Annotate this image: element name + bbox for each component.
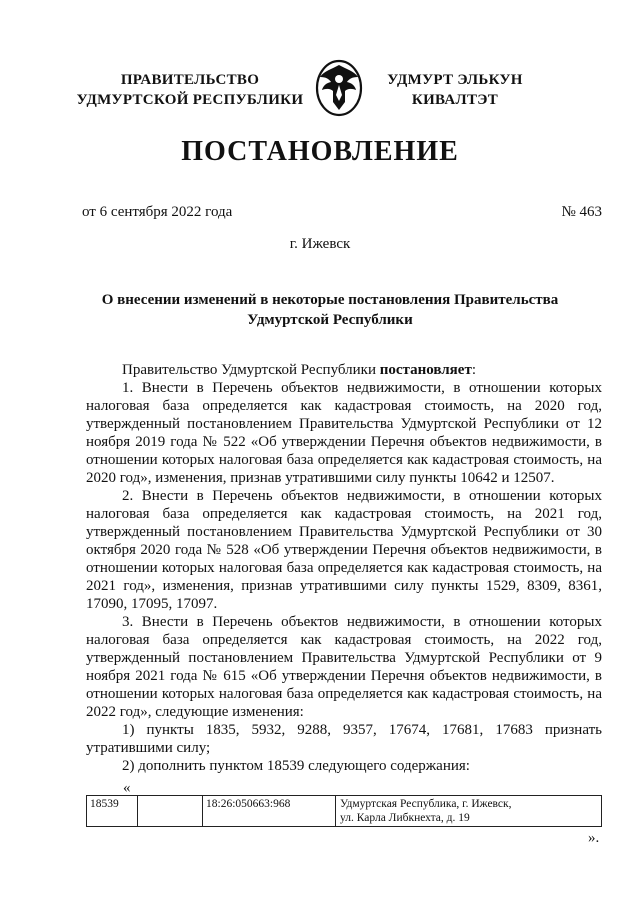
document-subject: О внесении изменений в некоторые постановления Правительства Удмуртской Республики [101,292,559,328]
header-left-line1: ПРАВИТЕЛЬСТВО [120,72,260,88]
intro-text: Правительство Удмуртской Республики [122,362,380,378]
document-title: ПОСТАНОВЛЕНИЕ [181,136,459,167]
header-right-line1: УДМУРТ ЭЛЬКУН [387,72,523,88]
header-left [75,70,305,110]
intro-tail: : [471,362,476,378]
header-left-line2: УДМУРТСКОЙ РЕСПУБЛИКИ [76,92,304,108]
address-line2: ул. Карла Либкнехта, д. 19 [340,812,470,824]
objects-table [86,795,602,827]
document-date: от 6 сентября 2022 года [82,204,233,220]
document-number: № 463 [561,204,602,220]
paragraph-2: 2. Внести в Перечень объектов недвижимости, в отношении которых налоговая база определяется как кадастровая стоимость, на 2021 год, утвержденный постановлением Правительства Удмуртской Республики от 30 октября 2020 года № 528 «Об утверждении Перечня объектов недвижимости, в отношении которых налоговая база определяется как кадастровая стоимость, на 2021 год», изменения, признав утратившими силу пункты 1529, 8309, 8361, 17090, 17095, 17097. [86,488,602,612]
intro-bold: постановляет [379,362,472,378]
quote-open: « [123,780,131,796]
paragraph-3: 3. Внести в Перечень объектов недвижимости, в отношении которых налоговая база определяется как кадастровая стоимость, на 2022 год, утвержденный постановлением Правительства Удмуртской Республики от 9 ноября 2021 года № 615 «Об утверждении Перечня объектов недвижимости, в отношении которых налоговая база определяется как кадастровая стоимость, на 2022 год», следующие изменения: [86,614,602,720]
document-body [86,361,602,775]
header-right-line2: КИВАЛТЭТ [411,92,499,108]
paragraph-3-1: 1) пункты 1835, 5932, 9288, 9357, 17674, 17681, 17683 признать утратившими силу; [86,722,602,756]
paragraph-3-2: 2) дополнить пунктом 18539 следующего содержания: [122,758,470,774]
header-right [340,70,570,110]
address-line1: Удмуртская Республика, г. Ижевск, [340,798,512,810]
cell-empty [138,796,203,827]
paragraph-1: 1. Внести в Перечень объектов недвижимости, в отношении которых налоговая база определяется как кадастровая стоимость, на 2020 год, утвержденный постановлением Правительства Удмуртской Республики от 12 ноября 2019 года № 522 «Об утверждении Перечня объектов недвижимости, в отношении которых налоговая база определяется как кадастровая стоимость, на 2020 год», изменения, признав утратившими силу пункты 10642 и 12507. [86,380,602,486]
quote-close: ». [588,830,600,846]
cell-cadastral: 18:26:050663:968 [203,796,336,827]
intro-paragraph [86,361,602,379]
cell-address [336,796,602,827]
cell-number: 18539 [87,796,138,827]
table-row [87,796,602,827]
document-city: г. Ижевск [289,236,351,252]
